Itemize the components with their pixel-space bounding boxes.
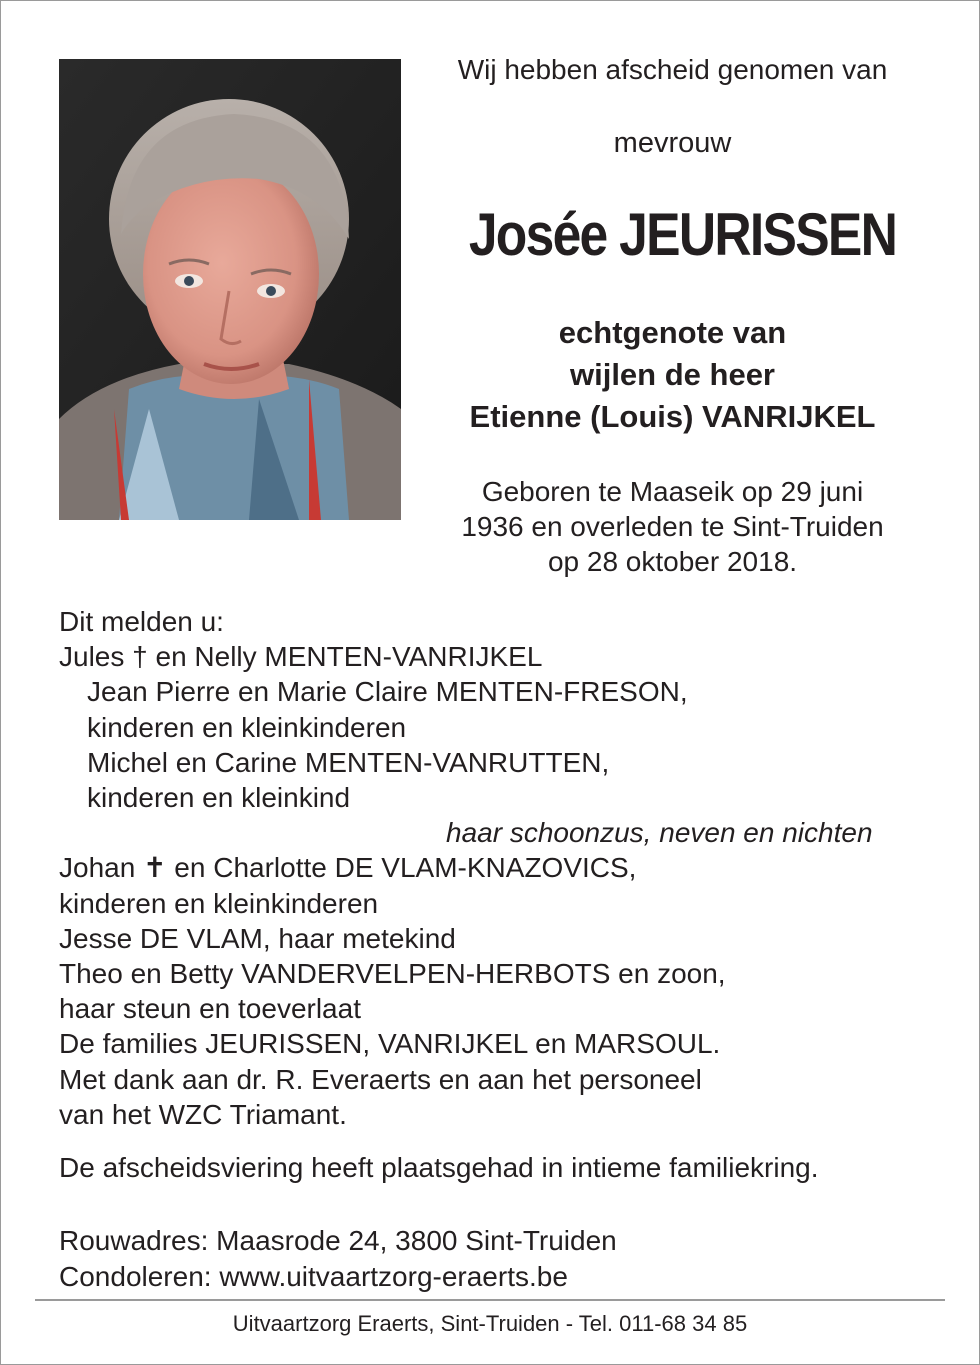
honorific: mevrouw (613, 127, 732, 159)
announcement-line: Jules † en Nelly MENTEN-VANRIJKEL (59, 641, 543, 673)
announcement-line: kinderen en kleinkinderen (87, 711, 407, 743)
announcement-line: Jean Pierre en Marie Claire MENTEN-FRESON, (87, 676, 688, 708)
announcement-line: kinderen en kleinkind (87, 782, 351, 814)
announcement-line: De families JEURISSEN, VANRIJKEL en MARSOUL. (59, 1028, 721, 1060)
life-dates (420, 474, 925, 579)
condolence-link[interactable]: Condoleren: www.uitvaartzorg-eraerts.be (59, 1261, 568, 1292)
announcement-line: Jesse DE VLAM, haar metekind (59, 922, 456, 954)
ceremony-note: De afscheidsviering heeft plaatsgehad in intieme familiekring. (59, 1152, 819, 1183)
footer-text: Uitvaartzorg Eraerts, Sint-Truiden - Tel. 011-68 34 85 (232, 1311, 748, 1336)
intro-line: Wij hebben afscheid genomen van (457, 54, 888, 85)
announcement-line: Met dank aan dr. R. Everaerts en aan het personeel (59, 1063, 702, 1095)
announcement-line: Johan ✝ en Charlotte DE VLAM-KNAZOVICS, (59, 852, 637, 884)
mourning-address: Rouwadres: Maasrode 24, 3800 Sint-Truiden (59, 1225, 617, 1256)
announcement-line: haar steun en toeverlaat (59, 993, 361, 1025)
portrait-photo (59, 59, 401, 520)
announcement-line: haar schoonzus, neven en nichten (446, 817, 873, 849)
dates-line: 1936 en overleden te Sint-Truiden (461, 511, 884, 542)
spouse-line: echtgenote van (558, 315, 787, 350)
announcement-list (59, 604, 873, 1132)
announcement-line: Michel en Carine MENTEN-VANRUTTEN, (87, 746, 610, 778)
announcement-line: kinderen en kleinkinderen (59, 887, 379, 919)
dates-line: op 28 oktober 2018. (547, 546, 798, 577)
dates-line: Geboren te Maaseik op 29 juni (481, 476, 864, 507)
deceased-name: Josée JEURISSEN (468, 201, 897, 268)
spouse-line: Etienne (Louis) VANRIJKEL (469, 399, 876, 434)
footer-divider (35, 1299, 945, 1301)
contact-block (59, 1223, 617, 1295)
announcement-line: Dit melden u: (59, 606, 224, 637)
spouse-line: wijlen de heer (569, 357, 775, 392)
spouse-block (400, 312, 945, 438)
announcement-line: Theo en Betty VANDERVELPEN-HERBOTS en zoon, (59, 958, 726, 990)
announcement-line: van het WZC Triamant. (59, 1098, 347, 1130)
